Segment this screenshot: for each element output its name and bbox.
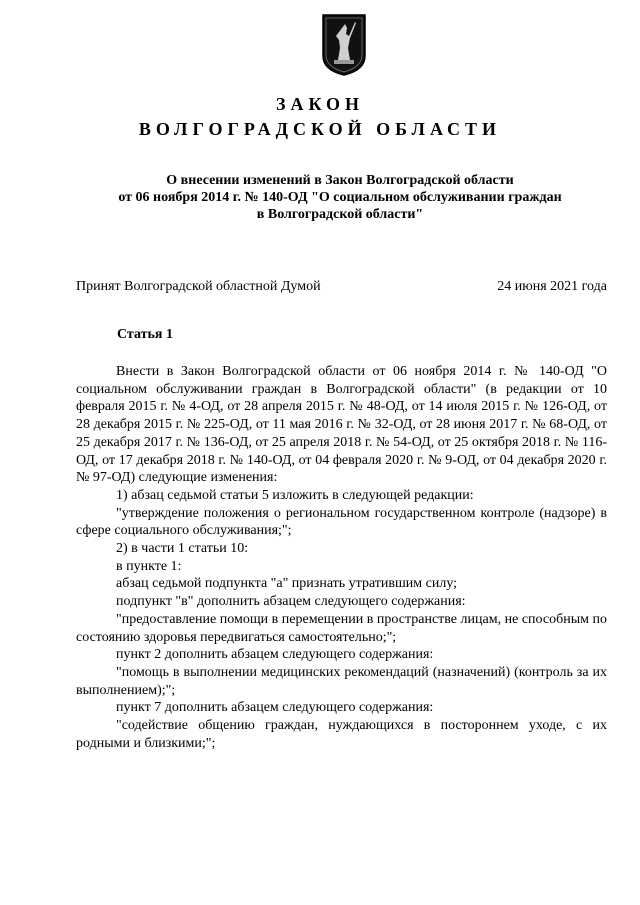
paragraph: абзац седьмой подпункта "а" признать утратившим силу; [116,576,458,592]
paragraph: "предоставление помощи в перемещении в пространстве лицам, не способным по состоянию здоровья передвигаться самостоятельно;"; [76,611,607,645]
region-title: ВОЛГОГРАДСКОЙ ОБЛАСТИ [138,119,502,139]
paragraph: 2) в части 1 статьи 10: [116,541,249,557]
paragraph: пункт 2 дополнить абзацем следующего содержания: [116,647,434,663]
paragraph: "помощь в выполнении медицинских рекомендаций (назначений) (контроль за их выполнением);"; [76,664,607,698]
adopted-by: Принят Волгоградской областной Думой [76,279,321,294]
paragraph: пункт 7 дополнить абзацем следующего содержания: [116,700,434,716]
subtitle-line: О внесении изменений в Закон Волгоградской области [166,173,514,188]
law-title: ЗАКОН [275,94,365,114]
paragraph: подпункт "в" дополнить абзацем следующего содержания: [116,594,466,610]
paragraph: "содействие общению граждан, нуждающихся в постороннем уходе, с их родными и близкими;"; [76,718,607,751]
adoption-date: 24 июня 2021 года [497,279,607,294]
law-subtitle [60,172,620,223]
article-heading: Статья 1 [117,327,173,342]
paragraph: "утверждение положения о региональном государственном контроле (надзоре) в сфере социального обслуживания;"; [76,505,607,539]
volgograd-coat-of-arms-icon [322,14,366,76]
paragraph: 1) абзац седьмой статьи 5 изложить в следующей редакции: [116,487,474,503]
article-body [76,363,607,752]
paragraph: в пункте 1: [116,558,182,574]
paragraph: Внести в Закон Волгоградской области от 06 ноября 2014 г. № 140-ОД "О социальном обслуживании граждан в Волгоградской области" (в редакции от 10 февраля 2015 г. № 4-ОД, от 28 апреля 2015 г. № 48-ОД, от 14 июля 2015 г. № 126-ОД, от 28 декабря 2015 г. № 225-ОД, от 11 мая 2016 г. № 32-ОД, от 28 июня 2017 г. № 68-ОД, от 25 декабря 2017 г. № 136-ОД, от 25 апреля 2018 г. № 54-ОД, от 25 октября 2018 г. № 116-ОД, от 17 декабря 2018 г. № 140-ОД, от 04 февраля 2020 г. № 9-ОД, от 04 декабря 2020 г. № 97-ОД) следующие изменения: [76,364,607,486]
subtitle-line: от 06 ноября 2014 г. № 140-ОД "О социальном обслуживании граждан [118,190,562,205]
subtitle-line: в Волгоградской области" [256,207,424,222]
